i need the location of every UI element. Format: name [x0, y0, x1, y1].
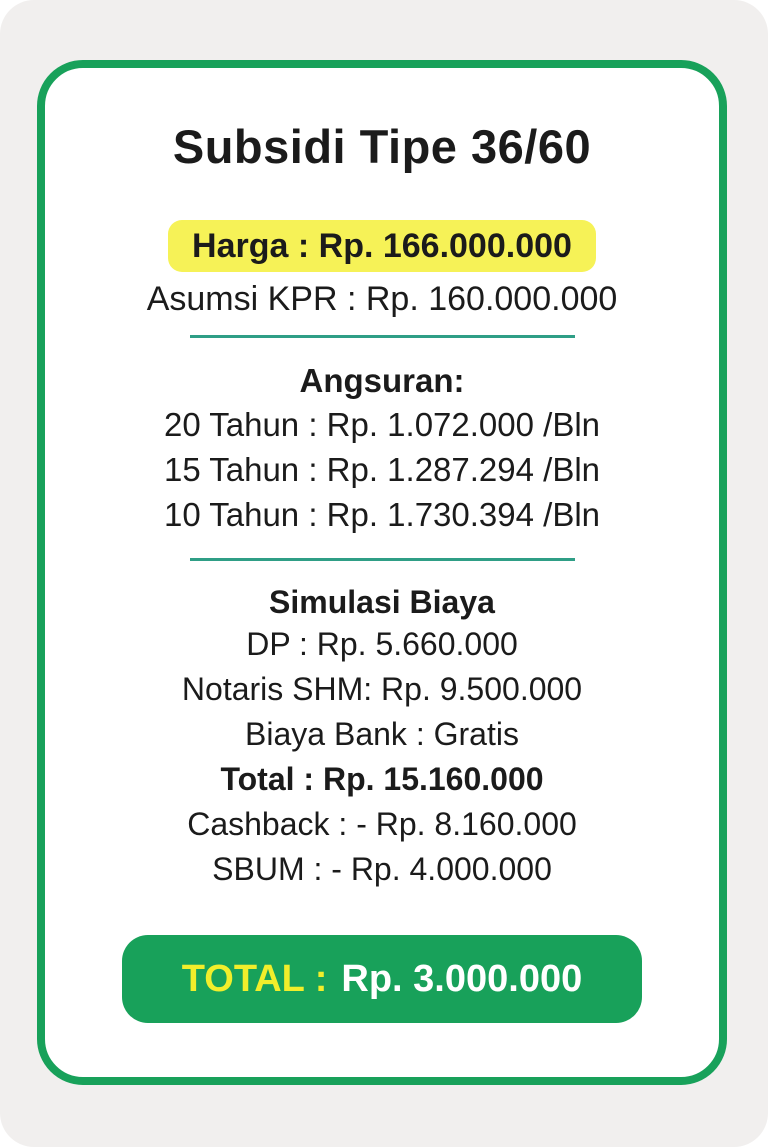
- cost-row-biaya-bank: Biaya Bank : Gratis: [245, 716, 519, 752]
- cost-row-sbum: SBUM : - Rp. 4.000.000: [212, 851, 552, 887]
- total-badge-value: Rp. 3.000.000: [341, 957, 583, 1000]
- installments-heading: Angsuran:: [299, 362, 465, 399]
- cost-simulation-heading: Simulasi Biaya: [269, 584, 495, 620]
- cost-row-total: Total : Rp. 15.160.000: [220, 761, 544, 797]
- divider: [190, 558, 575, 561]
- divider: [190, 335, 575, 338]
- price-card: [37, 60, 727, 1085]
- cost-row-cashback: Cashback : - Rp. 8.160.000: [187, 806, 577, 842]
- price-highlight: [168, 220, 596, 272]
- installment-row-15yr: 15 Tahun : Rp. 1.287.294 /Bln: [163, 451, 601, 488]
- price-line: Harga : Rp. 166.000.000: [192, 227, 572, 265]
- cost-row-notaris: Notaris SHM: Rp. 9.500.000: [181, 671, 583, 707]
- kpr-assumption-line: Asumsi KPR : Rp. 160.000.000: [146, 280, 618, 318]
- total-badge-label: TOTAL :: [181, 957, 328, 1000]
- installment-row-10yr: 10 Tahun : Rp. 1.730.394 /Bln: [163, 496, 601, 533]
- installment-row-20yr: 20 Tahun : Rp. 1.072.000 /Bln: [163, 406, 601, 443]
- total-badge: [122, 935, 642, 1023]
- card-title: Subsidi Tipe 36/60: [172, 120, 592, 173]
- cost-row-dp: DP : Rp. 5.660.000: [246, 626, 518, 662]
